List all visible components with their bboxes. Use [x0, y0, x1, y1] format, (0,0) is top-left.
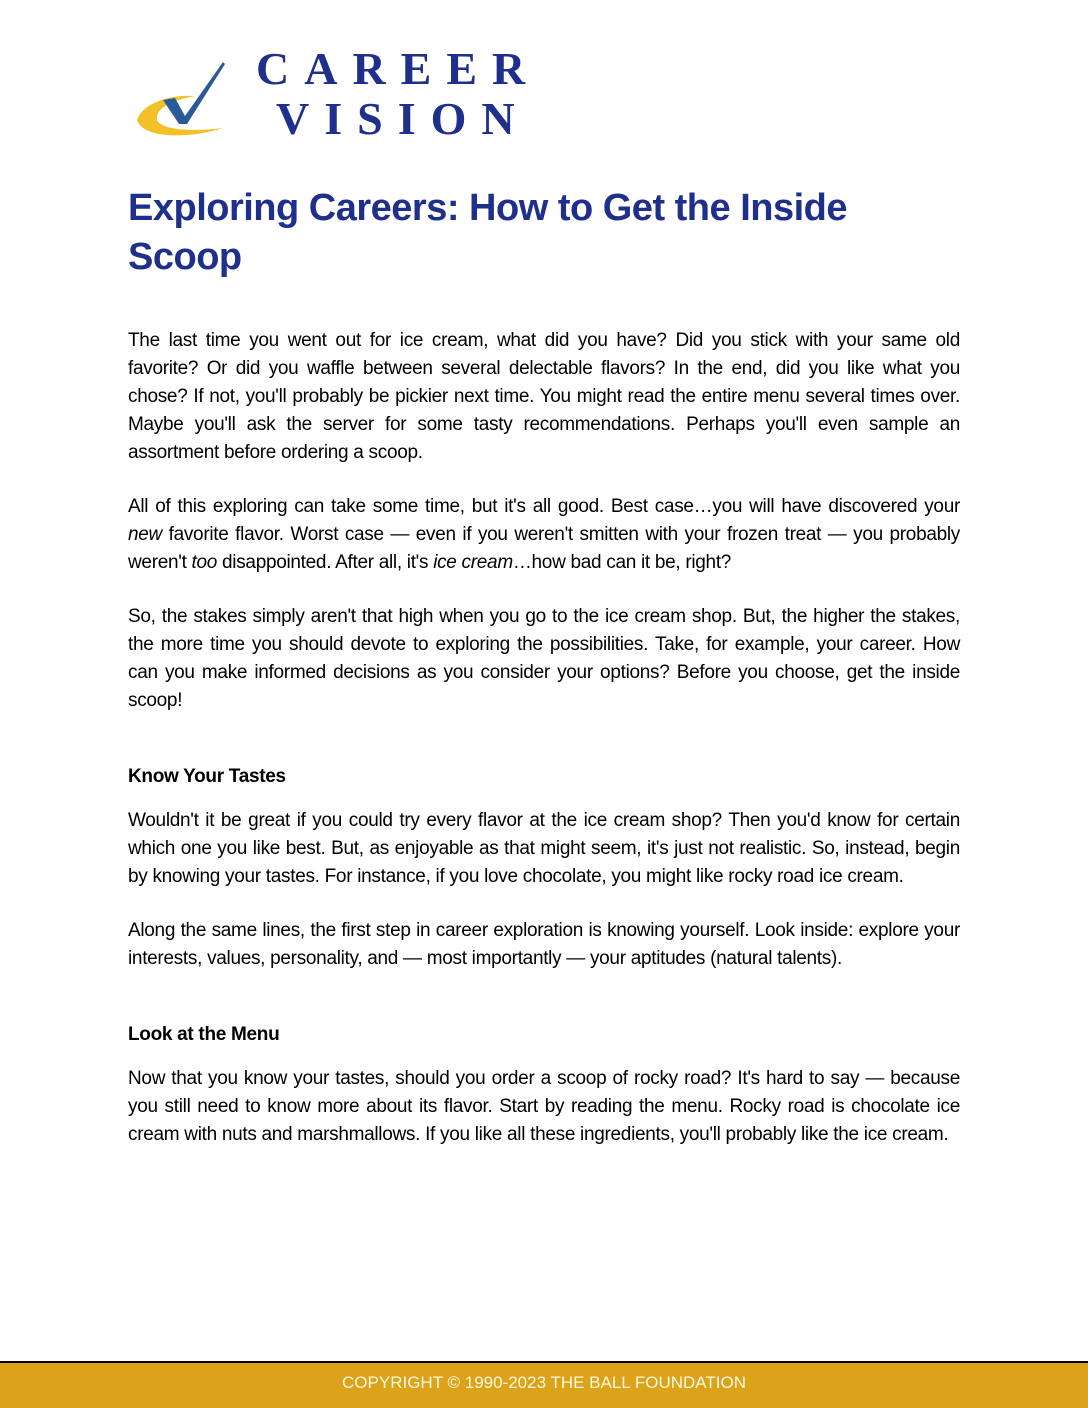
text-run: …how bad can it be, right?	[512, 552, 732, 573]
section-paragraph: Wouldn't it be great if you could try every flavor at the ice cream shop? Then you'd know for certain which one you like best. But, as enjoyable as that might seem, it's just not realistic. So, instead, begin by knowing your tastes. For instance, if you love chocolate, you might like rocky road ice cream.	[128, 810, 960, 887]
brand-name-line1: CAREER	[256, 43, 541, 94]
document-title: Exploring Careers: How to Get the Inside Scoop	[128, 187, 848, 278]
text-run: favorite flavor. Worst case — even if you weren't smitten with your frozen treat — you probably weren't	[128, 524, 960, 573]
copyright-footer	[0, 1361, 1088, 1408]
emphasis-new: new	[128, 524, 162, 545]
document-body	[128, 327, 960, 1149]
intro-paragraph-3: So, the stakes simply aren't that high when you go to the ice cream shop. But, the higher the stakes, the more time you should devote to exploring the possibilities. Take, for example, your career. How can you make informed decisions as you consider your options? Before you choose, get the inside scoop!	[128, 606, 960, 711]
copyright-text: COPYRIGHT © 1990-2023 THE BALL FOUNDATION	[342, 1373, 746, 1392]
section-heading-know-your-tastes: Know Your Tastes	[128, 766, 286, 787]
section-paragraph: Along the same lines, the first step in career exploration is knowing yourself. Look inside: explore your interests, values, personality, and — most importantly — your aptitudes (natural talents).	[128, 920, 960, 969]
brand-name-line2: VISION	[276, 93, 530, 144]
section-heading-look-at-the-menu: Look at the Menu	[128, 1024, 280, 1045]
text-run: disappointed. After all, it's	[217, 552, 434, 573]
text-run: All of this exploring can take some time, but it's all good. Best case…you will have discovered your	[128, 496, 960, 517]
intro-paragraph-2	[128, 493, 960, 577]
brand-name	[256, 44, 540, 144]
emphasis-too: too	[191, 552, 218, 573]
career-vision-logo	[128, 44, 548, 154]
checkmark-swoosh-icon	[133, 58, 228, 138]
intro-paragraph-1: The last time you went out for ice cream, what did you have? Did you stick with your same old favorite? Or did you waffle between several delectable flavors? In the end, did you like what you chose? If not, you'll probably be pickier next time. You might read the entire menu several times over. Maybe you'll ask the server for some tasty recommendations. Perhaps you'll even sample an assortment before ordering a scoop.	[128, 330, 960, 463]
emphasis-ice-cream: ice cream	[433, 552, 513, 573]
section-paragraph: Now that you know your tastes, should you order a scoop of rocky road? It's hard to say — because you still need to know more about its flavor. Start by reading the menu. Rocky road is chocolate ice cream with nuts and marshmallows. If you like all these ingredients, you'll probably like the ice cream.	[128, 1068, 960, 1145]
